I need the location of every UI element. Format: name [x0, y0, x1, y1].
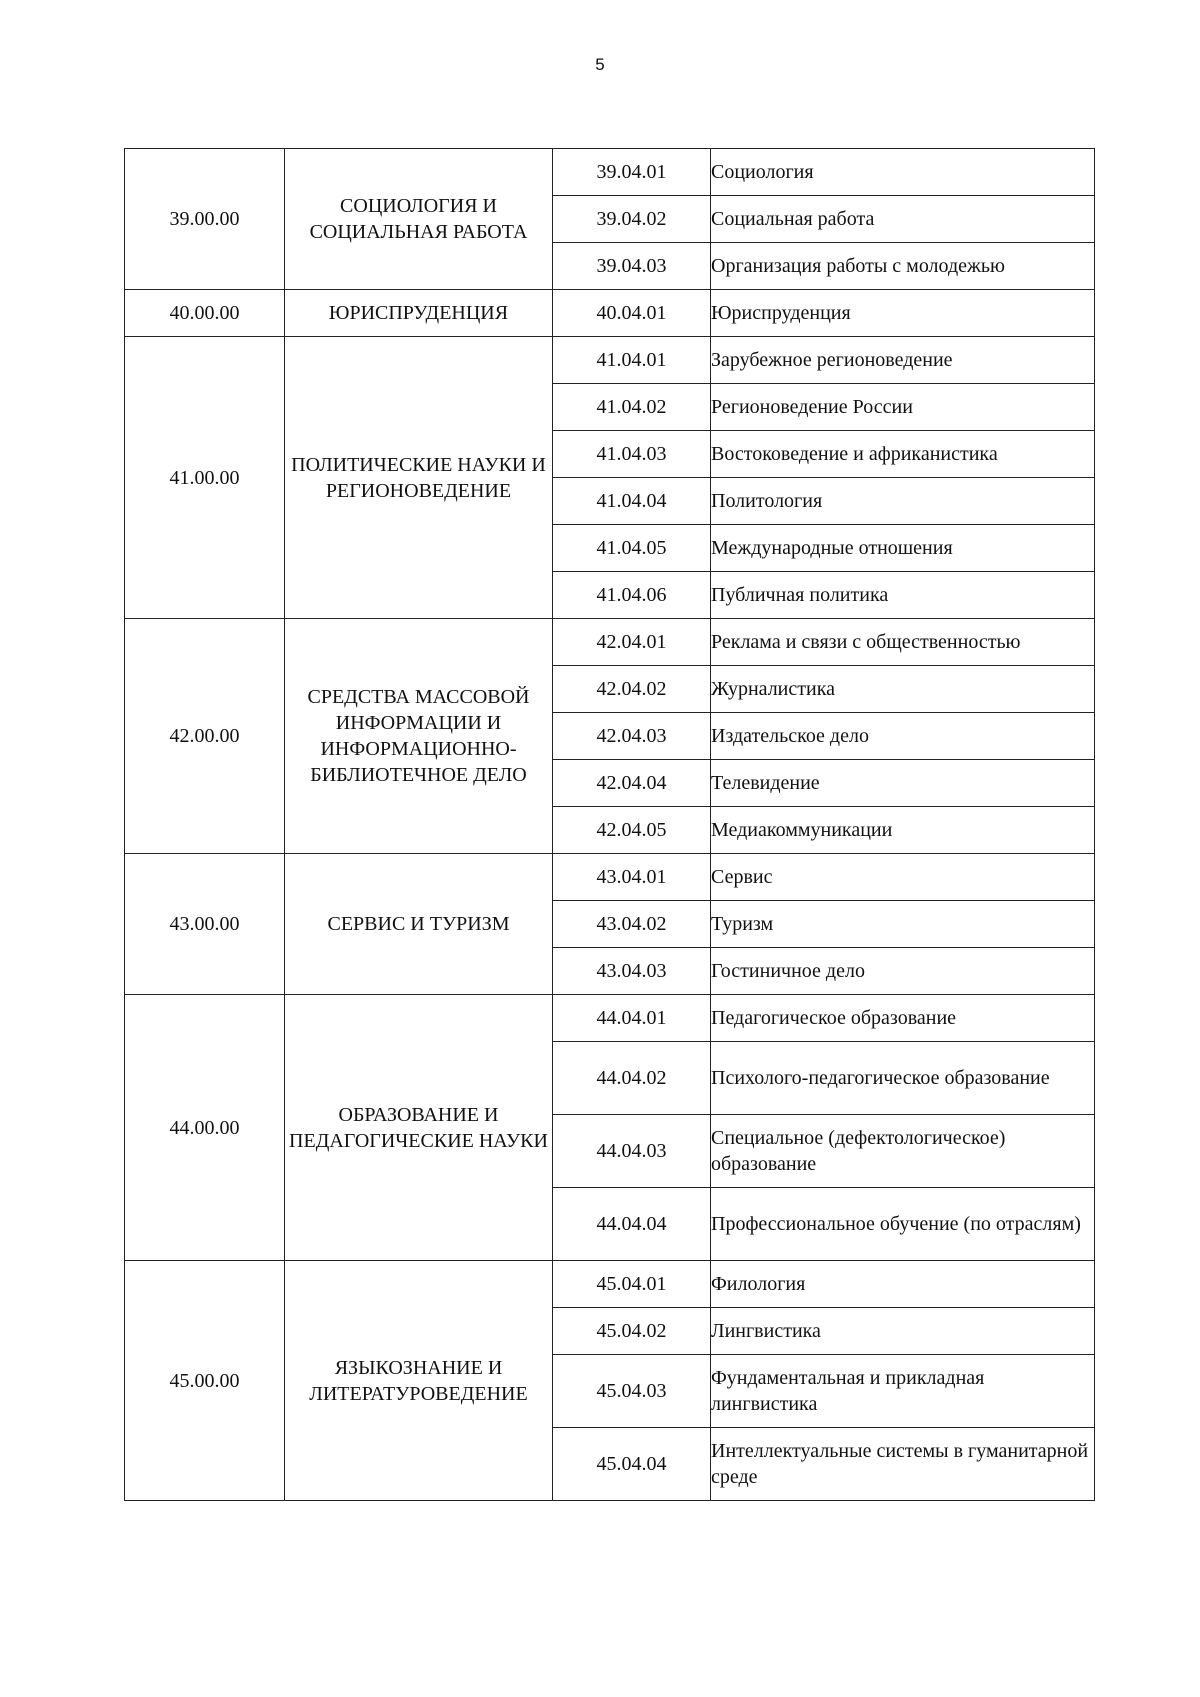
specialty-name: Лингвистика [711, 1308, 1095, 1355]
specialty-name: Гостиничное дело [711, 948, 1095, 995]
specialty-name: Телевидение [711, 760, 1095, 807]
specialty-name: Публичная политика [711, 572, 1095, 619]
specialty-name: Реклама и связи с общественностью [711, 619, 1095, 666]
specialty-name: Психолого-педагогическое образование [711, 1042, 1095, 1115]
group-name: СОЦИОЛОГИЯ И СОЦИАЛЬНАЯ РАБОТА [285, 149, 553, 290]
specialty-code: 44.04.01 [553, 995, 711, 1042]
specialty-code: 39.04.03 [553, 243, 711, 290]
specialty-name: Социология [711, 149, 1095, 196]
specialty-name: Профессиональное обучение (по отраслям) [711, 1188, 1095, 1261]
table-body [125, 149, 1095, 1501]
table-row [125, 149, 1095, 196]
table-row [125, 337, 1095, 384]
specialty-name: Регионоведение России [711, 384, 1095, 431]
specialty-name: Организация работы с молодежью [711, 243, 1095, 290]
specialty-name: Востоковедение и африканистика [711, 431, 1095, 478]
table-row [125, 290, 1095, 337]
table-row [125, 995, 1095, 1042]
table-row [125, 619, 1095, 666]
group-name: ПОЛИТИЧЕСКИЕ НАУКИ И РЕГИОНОВЕДЕНИЕ [285, 337, 553, 619]
group-name: СЕРВИС И ТУРИЗМ [285, 854, 553, 995]
specialty-code: 41.04.02 [553, 384, 711, 431]
specialty-name: Педагогическое образование [711, 995, 1095, 1042]
specialty-name: Сервис [711, 854, 1095, 901]
specialty-name: Международные отношения [711, 525, 1095, 572]
specialty-code: 44.04.02 [553, 1042, 711, 1115]
specialty-code: 44.04.04 [553, 1188, 711, 1261]
group-name: СРЕДСТВА МАССОВОЙ ИНФОРМАЦИИ И ИНФОРМАЦИОННО-БИБЛИОТЕЧНОЕ ДЕЛО [285, 619, 553, 854]
specialty-name: Юриспруденция [711, 290, 1095, 337]
specialty-name: Социальная работа [711, 196, 1095, 243]
group-code: 43.00.00 [125, 854, 285, 995]
specialty-name: Туризм [711, 901, 1095, 948]
specialty-code: 44.04.03 [553, 1115, 711, 1188]
specialty-code: 43.04.02 [553, 901, 711, 948]
group-code: 39.00.00 [125, 149, 285, 290]
specialty-code: 39.04.01 [553, 149, 711, 196]
specialty-code: 41.04.01 [553, 337, 711, 384]
specialty-code: 45.04.03 [553, 1355, 711, 1428]
specialty-code: 42.04.03 [553, 713, 711, 760]
page-number: 5 [595, 55, 605, 74]
specialty-name: Медиакоммуникации [711, 807, 1095, 854]
specialty-name: Интеллектуальные системы в гуманитарной среде [711, 1428, 1095, 1501]
group-code: 42.00.00 [125, 619, 285, 854]
specialty-code: 43.04.01 [553, 854, 711, 901]
specialty-name: Специальное (дефектологическое) образование [711, 1115, 1095, 1188]
specialty-code: 40.04.01 [553, 290, 711, 337]
specialty-code: 41.04.06 [553, 572, 711, 619]
specialty-name: Фундаментальная и прикладная лингвистика [711, 1355, 1095, 1428]
group-name: ОБРАЗОВАНИЕ И ПЕДАГОГИЧЕСКИЕ НАУКИ [285, 995, 553, 1261]
group-name: ЮРИСПРУДЕНЦИЯ [285, 290, 553, 337]
specialty-code: 41.04.04 [553, 478, 711, 525]
group-name: ЯЗЫКОЗНАНИЕ И ЛИТЕРАТУРОВЕДЕНИЕ [285, 1261, 553, 1501]
group-code: 41.00.00 [125, 337, 285, 619]
specialty-code: 41.04.05 [553, 525, 711, 572]
specialty-name: Издательское дело [711, 713, 1095, 760]
specialties-table [124, 148, 1095, 1501]
specialty-code: 42.04.04 [553, 760, 711, 807]
specialty-code: 39.04.02 [553, 196, 711, 243]
specialty-code: 41.04.03 [553, 431, 711, 478]
specialty-code: 45.04.02 [553, 1308, 711, 1355]
specialty-name: Политология [711, 478, 1095, 525]
specialty-code: 42.04.05 [553, 807, 711, 854]
group-code: 44.00.00 [125, 995, 285, 1261]
specialty-name: Журналистика [711, 666, 1095, 713]
group-code: 45.00.00 [125, 1261, 285, 1501]
specialty-code: 43.04.03 [553, 948, 711, 995]
group-code: 40.00.00 [125, 290, 285, 337]
specialty-name: Филология [711, 1261, 1095, 1308]
specialty-name: Зарубежное регионоведение [711, 337, 1095, 384]
table-row [125, 1261, 1095, 1308]
specialty-code: 45.04.04 [553, 1428, 711, 1501]
specialty-code: 42.04.02 [553, 666, 711, 713]
table-row [125, 854, 1095, 901]
specialty-code: 45.04.01 [553, 1261, 711, 1308]
specialty-code: 42.04.01 [553, 619, 711, 666]
